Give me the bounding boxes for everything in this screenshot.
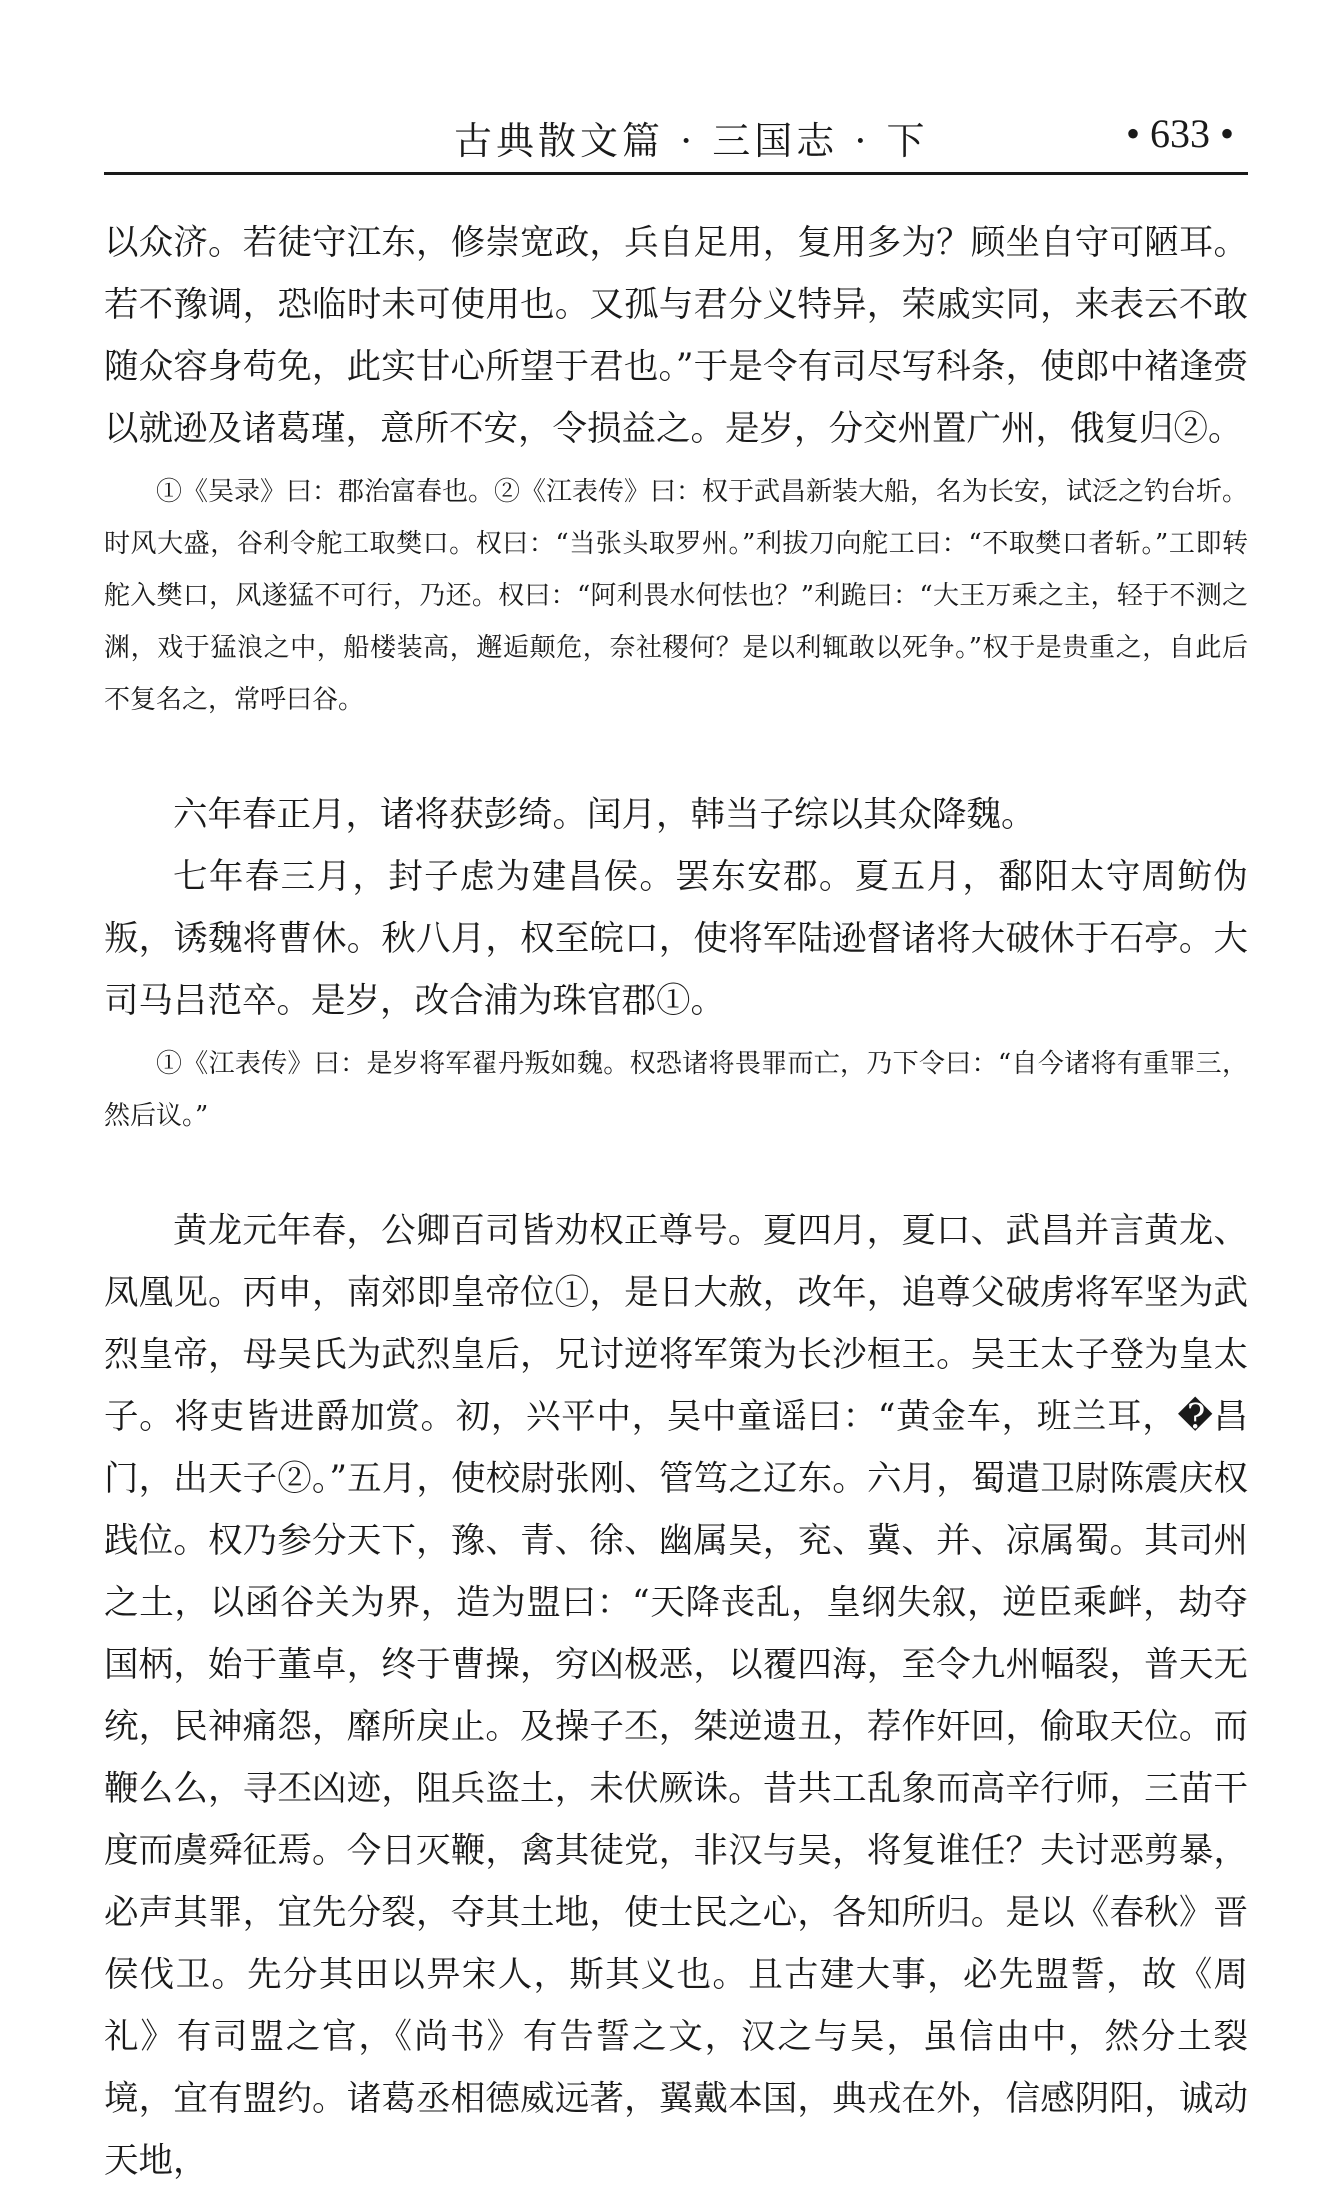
spacer bbox=[104, 726, 1248, 784]
page-number: • 633 • bbox=[1125, 111, 1234, 156]
header-title: 古典散文篇 · 三国志 · 下 bbox=[454, 119, 929, 163]
header-rule bbox=[104, 172, 1248, 175]
running-header bbox=[104, 104, 1248, 172]
paragraph: 以众济。若徒守江东，修崇宽政，兵自足用，复用多为？顾坐自守可陋耳。若不豫调，恐临时未可使用也。又孤与君分义特异，荣戚实同，来表云不敢随众容身苟免，此实甘心所望于君也。”于是令有司尽写科条，使郎中褚逢赍以就逊及诸葛瑾，意所不安，令损益之。是岁，分交州置广州，俄复归②。 bbox=[104, 223, 1248, 449]
annotation: ①《江表传》曰：是岁将军翟丹叛如魏。权恐诸将畏罪而亡，乃下令曰：“自今诸将有重罪三，然后议。” bbox=[104, 1049, 1248, 1131]
annotation: ①《吴录》曰：郡治富春也。②《江表传》曰：权于武昌新装大船，名为长安，试泛之钓台圻。时风大盛，谷利令舵工取樊口。权曰：“当张头取罗州。”利拔刀向舵工曰：“不取樊口者斩。”工即转舵入樊口，风遂猛不可行，乃还。权曰：“阿利畏水何怯也？”利跪曰：“大王万乘之主，轻于不测之渊，戏于猛浪之中，船楼装高，邂逅颠危，奈社稷何？是以利辄敢以死争。”权于是贵重之，自此后不复名之，常呼曰谷。 bbox=[104, 477, 1249, 715]
spacer bbox=[104, 1142, 1248, 1200]
body-text bbox=[104, 212, 1248, 2192]
paragraph: 六年春正月，诸将获彭绮。闰月，韩当子综以其众降魏。 bbox=[173, 795, 1036, 835]
paragraph: 黄龙元年春，公卿百司皆劝权正尊号。夏四月，夏口、武昌并言黄龙、凤凰见。丙申，南郊即皇帝位①，是日大赦，改年，追尊父破虏将军坚为武烈皇帝，母吴氏为武烈皇后，兄讨逆将军策为长沙桓王。吴王太子登为皇太子。将吏皆进爵加赏。初，兴平中，吴中童谣曰：“黄金车，班兰耳，�昌门，出天子②。”五月，使校尉张刚、管笃之辽东。六月，蜀遣卫尉陈震庆权践位。权乃参分天下，豫、青、徐、幽属吴，兖、冀、并、凉属蜀。其司州之土，以函谷关为界，造为盟曰：“天降丧乱，皇纲失叙，逆臣乘衅，劫夺国柄，始于董卓，终于曹操，穷凶极恶，以覆四海，至令九州幅裂，普天无统，民神痛怨，靡所戾止。及操子丕，桀逆遗丑，荐作奸回，偷取天位。而鞭么么，寻丕凶迹，阻兵盗土，未伏厥诛。昔共工乱象而高辛行师，三苗干度而虞舜征焉。今日灭鞭，禽其徒党，非汉与吴，将复谁任？夫讨恶剪暴，必声其罪，宜先分裂，夺其土地，使士民之心，各知所归。是以《春秋》晋侯伐卫。先分其田以畀宋人，斯其义也。且古建大事，必先盟誓，故《周礼》有司盟之官，《尚书》有告誓之文，汉之与吴，虽信由中，然分土裂境，宜有盟约。诸葛丞相德威远著，翼戴本国，典戎在外，信感阴阳，诚动天地， bbox=[104, 1211, 1248, 2181]
paragraph: 七年春三月，封子虑为建昌侯。罢东安郡。夏五月，鄱阳太守周鲂伪叛，诱魏将曹休。秋八月，权至皖口，使将军陆逊督诸将大破休于石亭。大司马吕范卒。是岁，改合浦为珠官郡①。 bbox=[104, 857, 1248, 1021]
